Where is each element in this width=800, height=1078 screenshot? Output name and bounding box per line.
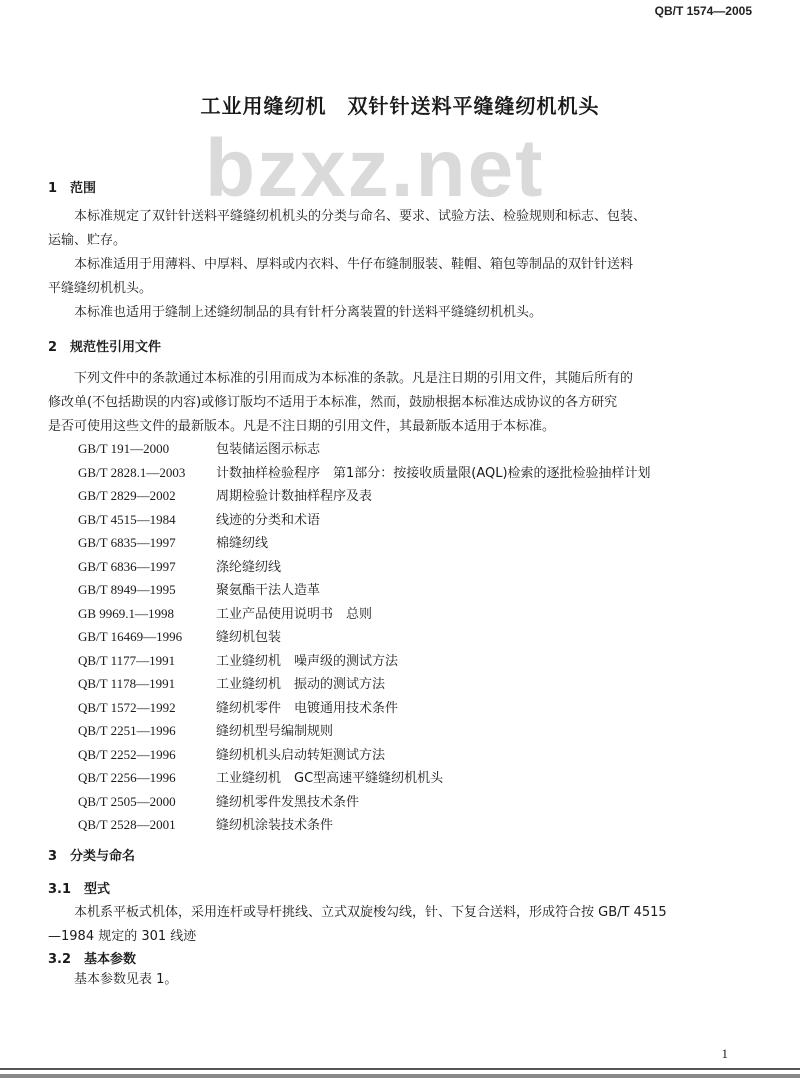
s1-p3-line1: 本标准也适用于缝制上述缝纫制品的具有针杆分离装置的针送料平缝缝纫机机头。 <box>74 305 543 320</box>
s1-p2-line2: 平缝缝纫机机头。 <box>48 281 153 296</box>
reference-item <box>78 555 651 579</box>
reference-name: 缝纫机零件 电镀通用技术条件 <box>216 700 399 716</box>
s3-1-line1: 本机系平板式机体，采用连杆或导杆挑线、立式双旋梭勾线，针、下复合送料，形成符合按 GB/T 4515 <box>74 905 667 920</box>
footer-rule-secondary <box>0 1074 800 1078</box>
section-2-heading: 2 规范性引用文件 <box>48 340 162 355</box>
reference-item <box>78 602 651 626</box>
reference-item <box>78 649 651 673</box>
s2-intro-line2: 修改单(不包括勘误的内容)或修订版均不适用于本标准，然而，鼓励根据本标准达成协议的各方研究 <box>48 395 618 410</box>
section-1-heading: 1 范围 <box>48 181 97 196</box>
reference-code: QB/T 1178—1991 <box>78 676 176 691</box>
reference-item <box>78 790 651 814</box>
reference-name: 线迹的分类和术语 <box>216 512 321 528</box>
reference-name: 涤纶缝纫线 <box>216 559 282 575</box>
reference-item <box>78 743 651 767</box>
reference-name: 棉缝纫线 <box>216 536 269 551</box>
standard-code: QB/T 1574—2005 <box>654 4 752 18</box>
reference-code: QB/T 2505—2000 <box>78 793 176 809</box>
reference-code: GB/T 2829—2002 <box>78 488 176 503</box>
section-1-body <box>48 205 760 325</box>
s1-p2-line1: 本标准适用于用薄料、中厚料、厚料或内衣料、牛仔布缝制服装、鞋帽、箱包等制品的双针针送料 <box>74 257 634 272</box>
reference-name: 计数抽样检验程序 第1部分：按接收质量限(AQL)检索的逐批检验抽样计划 <box>216 465 651 481</box>
reference-name: 工业缝纫机 GC型高速平缝缝纫机机头 <box>216 771 444 786</box>
reference-item <box>78 625 651 649</box>
s2-intro-line1: 下列文件中的条款通过本标准的引用而成为本标准的条款。凡是注日期的引用文件，其随后所有的 <box>74 371 634 386</box>
reference-code: QB/T 2528—2001 <box>78 817 176 832</box>
reference-name: 缝纫机包装 <box>216 630 282 645</box>
s2-intro-line3: 是否可使用这些文件的最新版本。凡是不注日期的引用文件，其最新版本适用于本标准。 <box>48 419 556 434</box>
section-3-2-heading: 3.2 基本参数 <box>48 952 137 967</box>
s1-p1-line2: 运输、贮存。 <box>48 233 127 248</box>
document-title: 工业用缝纫机 双针针送料平缝缝纫机机头 <box>200 94 600 118</box>
reference-item <box>78 672 651 696</box>
reference-name: 缝纫机零件发黑技术条件 <box>216 794 360 810</box>
watermark: bzxz.net <box>205 123 545 214</box>
reference-name: 缝纫机涂装技术条件 <box>216 818 334 833</box>
reference-code: QB/T 1572—1992 <box>78 699 176 715</box>
reference-code: QB/T 2251—1996 <box>78 723 176 738</box>
section-3-1-heading: 3.1 型式 <box>48 882 111 897</box>
reference-item <box>78 813 651 837</box>
reference-item <box>78 719 651 743</box>
reference-item <box>78 461 651 485</box>
reference-code: QB/T 1177—1991 <box>78 652 176 668</box>
reference-item <box>78 531 651 555</box>
section-2-intro <box>48 367 760 439</box>
reference-code: GB/T 6836—1997 <box>78 558 176 574</box>
footer-rule <box>0 1068 800 1070</box>
reference-item <box>78 437 651 461</box>
reference-name: 缝纫机机头启动转矩测试方法 <box>216 747 386 763</box>
reference-item <box>78 508 651 532</box>
s3-1-line2: —1984 规定的 301 线迹 <box>48 929 197 944</box>
reference-name: 工业产品使用说明书 总则 <box>216 606 373 622</box>
reference-code: QB/T 2256—1996 <box>78 770 176 785</box>
reference-item <box>78 766 651 790</box>
reference-code: GB/T 191—2000 <box>78 441 170 456</box>
reference-code: QB/T 2252—1996 <box>78 746 176 762</box>
reference-name: 工业缝纫机 噪声级的测试方法 <box>216 653 399 669</box>
reference-name: 缝纫机型号编制规则 <box>216 724 334 739</box>
s3-2-line1: 基本参数见表 1。 <box>74 972 178 987</box>
reference-code: GB/T 6835—1997 <box>78 535 176 550</box>
reference-code: GB/T 8949—1995 <box>78 582 176 597</box>
page-number: 1 <box>721 1046 728 1061</box>
s1-p1-line1: 本标准规定了双针针送料平缝缝纫机机头的分类与命名、要求、试验方法、检验规则和标志、包装、 <box>74 209 647 224</box>
reference-item <box>78 696 651 720</box>
reference-item <box>78 484 651 508</box>
reference-code: GB/T 4515—1984 <box>78 511 176 527</box>
reference-name: 工业缝纫机 振动的测试方法 <box>216 677 386 692</box>
section-3-heading: 3 分类与命名 <box>48 849 136 864</box>
reference-code: GB/T 2828.1—2003 <box>78 464 186 480</box>
normative-references-list <box>78 437 651 837</box>
section-3-1-body <box>48 901 760 949</box>
reference-name: 周期检验计数抽样程序及表 <box>216 489 373 504</box>
section-3-2-body <box>48 968 760 992</box>
reference-name: 包装储运图示标志 <box>216 442 321 457</box>
reference-name: 聚氨酯干法人造革 <box>216 583 321 598</box>
reference-code: GB 9969.1—1998 <box>78 605 175 621</box>
reference-code: GB/T 16469—1996 <box>78 629 183 644</box>
reference-item <box>78 578 651 602</box>
